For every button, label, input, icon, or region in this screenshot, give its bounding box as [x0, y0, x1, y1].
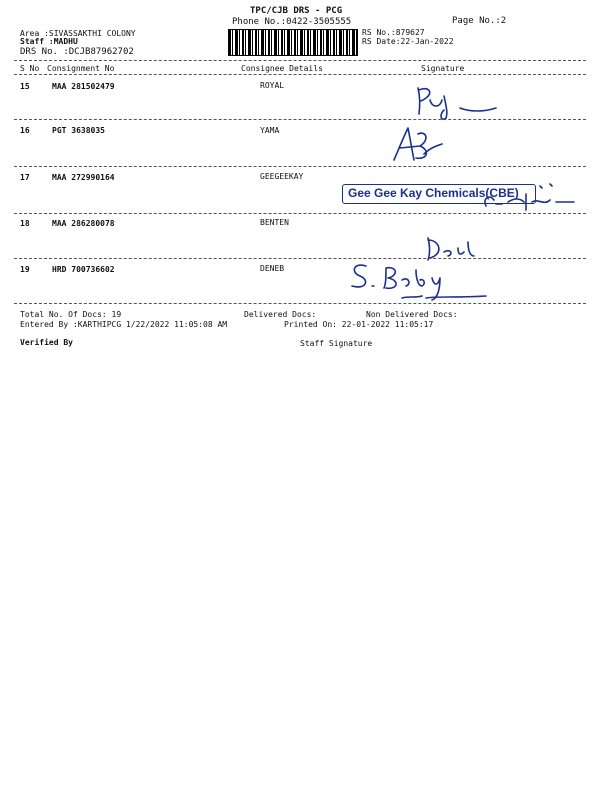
row-consignment: MAA 286280078: [52, 219, 115, 228]
rs-date: RS Date:22-Jan-2022: [362, 37, 454, 46]
row-sno: 16: [20, 126, 30, 135]
divider: [14, 166, 586, 167]
drs-number: DRS No. :DCJB87962702: [20, 47, 134, 57]
row-sno: 15: [20, 82, 30, 91]
delivered-docs: Delivered Docs:: [244, 310, 317, 319]
row-consignment: MAA 272990164: [52, 173, 115, 182]
company-stamp-text: Gee Gee Kay Chemicals(CBE): [348, 186, 519, 200]
signature-row-15: [400, 82, 510, 122]
divider: [14, 60, 586, 61]
barcode: [228, 29, 358, 56]
row-consignment: MAA 281502479: [52, 82, 115, 91]
area-label: Area :SIVASSAKTHI COLONY: [20, 29, 136, 38]
printed-on: Printed On: 22-01-2022 11:05:17: [284, 320, 434, 329]
rs-number: RS No.:879627: [362, 28, 425, 37]
row-consignee: DENEB: [260, 264, 285, 273]
signature-row-19: [346, 258, 496, 304]
divider: [14, 74, 586, 75]
column-header-sno: S No: [20, 64, 40, 73]
non-delivered-docs: Non Delivered Docs:: [366, 310, 458, 319]
row-sno: 19: [20, 265, 30, 274]
column-header-consignment: Consignment No: [47, 64, 115, 73]
staff-signature: Staff Signature: [300, 339, 373, 348]
row-consignee: YAMA: [260, 126, 280, 135]
row-sno: 18: [20, 219, 30, 228]
column-header-consignee: Consignee Details: [241, 64, 323, 73]
total-docs: Total No. Of Docs: 19: [20, 310, 122, 319]
row-consignee: ROYAL: [260, 81, 285, 90]
row-consignment: HRD 700736602: [52, 265, 115, 274]
row-sno: 17: [20, 173, 30, 182]
signature-row-17: [480, 180, 580, 214]
column-header-signature: Signature: [421, 64, 465, 73]
divider: [14, 303, 586, 304]
document-title: TPC/CJB DRS - PCG: [250, 6, 343, 16]
row-consignee: BENTEN: [260, 218, 289, 227]
row-consignee: GEEGEEKAY: [260, 172, 304, 181]
phone-number: Phone No.:0422-3505555: [232, 17, 352, 27]
staff-label: Staff :MADHU: [20, 37, 78, 46]
entered-by: Entered By :KARTHIPCG 1/22/2022 11:05:08 AM: [20, 320, 228, 329]
divider: [14, 258, 586, 259]
row-consignment: PGT 3638035: [52, 126, 105, 135]
signature-row-16: [390, 124, 450, 164]
divider: [14, 119, 586, 120]
divider: [14, 213, 586, 214]
verified-by: Verified By: [20, 338, 73, 347]
page-number: Page No.:2: [452, 16, 507, 26]
